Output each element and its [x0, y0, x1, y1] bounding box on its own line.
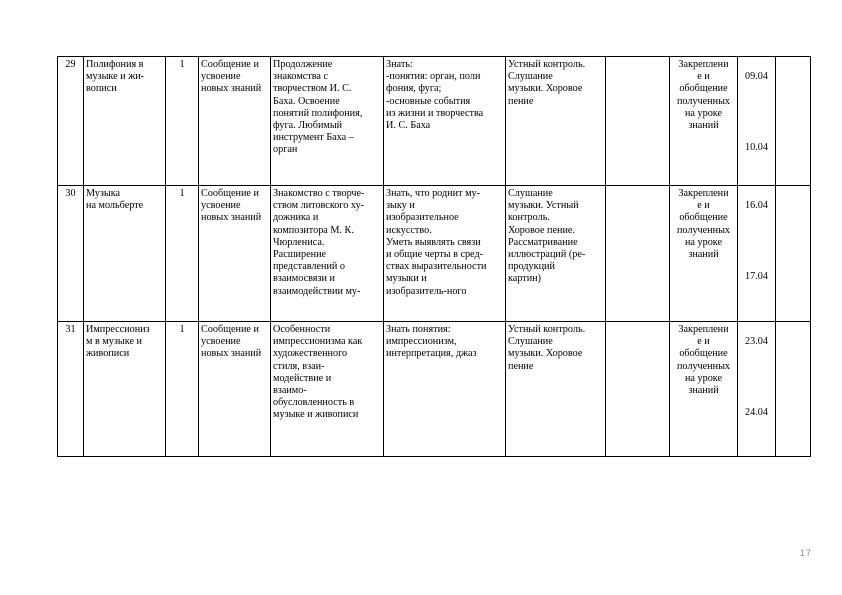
lesson-number: 29 — [58, 57, 84, 186]
table-row — [58, 57, 811, 186]
lesson-dates — [738, 186, 776, 322]
lesson-note — [776, 322, 811, 457]
lesson-extra — [606, 322, 670, 457]
page-number: 17 — [800, 548, 813, 558]
lesson-activities: Слушание музыки. Устный контроль. Хоровое пение. Рассматривание иллюстраций (ре- продукций картин) — [506, 186, 606, 322]
table-row — [58, 186, 811, 322]
lesson-content: Особенности импрессионизма как художественного стиля, взаи- модействие и взаимо- обусловленность в музыке и живописи — [271, 322, 384, 457]
lesson-date-actual: 17.04 — [745, 270, 768, 282]
lesson-date-planned: 09.04 — [745, 71, 768, 83]
lesson-date-actual: 10.04 — [745, 141, 768, 153]
lesson-type: Сообщение и усвоение новых знаний — [199, 57, 271, 186]
lesson-activities: Устный контроль. Слушание музыки. Хоровое пение — [506, 57, 606, 186]
lesson-number: 30 — [58, 186, 84, 322]
lesson-topic: Импрессиониз м в музыке и живописи — [84, 322, 166, 457]
lesson-type: Сообщение и усвоение новых знаний — [199, 186, 271, 322]
lesson-date-planned: 23.04 — [745, 336, 768, 348]
lesson-date-planned: 16.04 — [745, 200, 768, 212]
lesson-hours: 1 — [166, 57, 199, 186]
lesson-dates — [738, 57, 776, 186]
lesson-hours: 1 — [166, 322, 199, 457]
lesson-form: Закреплени е и обобщение полученных на уроке знаний — [670, 57, 738, 186]
lesson-extra — [606, 57, 670, 186]
lesson-content: Знакомство с творче- ством литовского ху- дожника и композитора М. К. Чюрлениса. Расширение представлений о взаимосвязи и взаимодействии му- — [271, 186, 384, 322]
lesson-form: Закреплени е и обобщение полученных на уроке знаний — [670, 322, 738, 457]
lesson-date-actual: 24.04 — [745, 406, 768, 418]
lesson-topic: Музыка на мольберте — [84, 186, 166, 322]
lesson-requirements: Знать, что роднит му- зыку и изобразительное искусство. Уметь выявлять связи и общие черты в сред- ствах выразительности музыки и изобразитель-ного — [384, 186, 506, 322]
lesson-extra — [606, 186, 670, 322]
lesson-plan-table — [57, 56, 811, 457]
lesson-activities: Устный контроль. Слушание музыки. Хоровое пение — [506, 322, 606, 457]
lesson-hours: 1 — [166, 186, 199, 322]
lesson-note — [776, 186, 811, 322]
lesson-dates — [738, 322, 776, 457]
lesson-type: Сообщение и усвоение новых знаний — [199, 322, 271, 457]
lesson-requirements: Знать понятия: импрессионизм, интерпретация, джаз — [384, 322, 506, 457]
lesson-topic: Полифония в музыке и жи- вописи — [84, 57, 166, 186]
lesson-requirements: Знать: -понятия: орган, поли фония, фуга; -основные события из жизни и творчества И. С. Баха — [384, 57, 506, 186]
lesson-number: 31 — [58, 322, 84, 457]
lesson-content: Продолжение знакомства с творчеством И. С. Баха. Освоение понятий полифония, фуга. Любимый инструмент Баха – орган — [271, 57, 384, 186]
lesson-form: Закреплени е и обобщение полученных на уроке знаний — [670, 186, 738, 322]
table-row — [58, 322, 811, 457]
lesson-note — [776, 57, 811, 186]
